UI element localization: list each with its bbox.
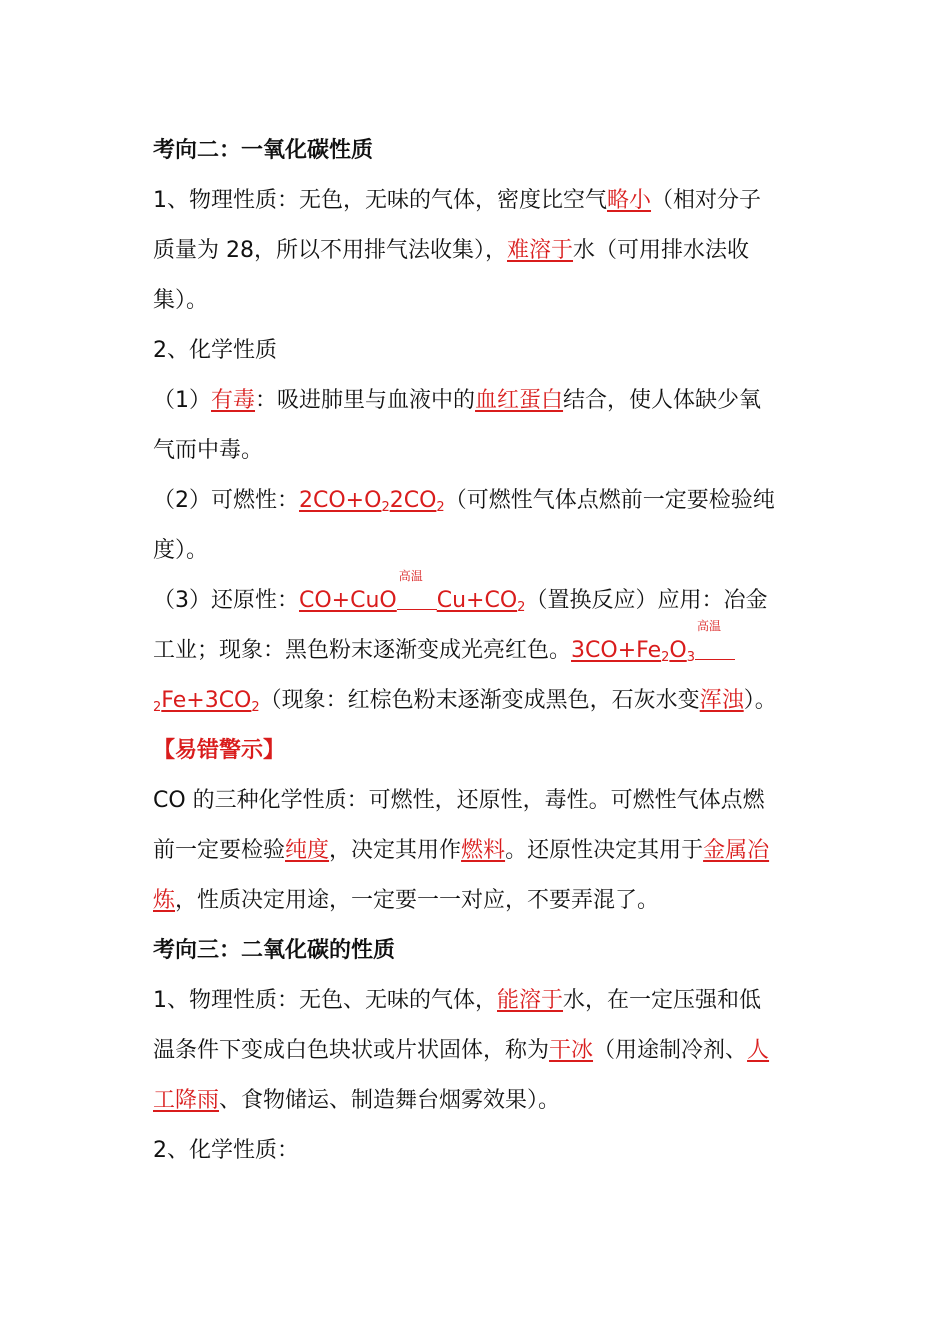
text: ，决定其用作 xyxy=(329,838,462,863)
co-chemical-heading: 2、化学性质 xyxy=(153,338,277,363)
text: 前一定要检验 xyxy=(153,838,286,863)
text: 、食物储运、制造舞台烟雾效果）。 xyxy=(219,1088,561,1113)
highlight-keyword: 工降雨 xyxy=(153,1088,220,1113)
text: （可燃性气体点燃前一定要检验纯 xyxy=(444,488,775,513)
highlight-keyword: 燃料 xyxy=(461,838,506,863)
text: 水，在一定压强和低 xyxy=(563,988,762,1013)
highlight-keyword: 干冰 xyxy=(549,1038,594,1063)
co-combustion-line-1 xyxy=(153,476,801,526)
co-reduction-line-3 xyxy=(153,676,801,726)
text: 1、物理性质：无色、无味的气体， xyxy=(153,988,497,1013)
warning-line-2 xyxy=(153,826,801,876)
highlight-keyword: 有毒 xyxy=(211,388,256,413)
co2-physical-line-1 xyxy=(153,976,801,1026)
warning-line-1: CO 的三种化学性质：可燃性，还原性，毒性。可燃性气体点燃 xyxy=(153,788,765,813)
highlight-keyword: 人 xyxy=(747,1038,770,1063)
co-reduction-line-2 xyxy=(153,619,801,676)
co-physical-line-2 xyxy=(153,226,801,276)
text: ，性质决定用途，一定要一一对应，不要弄混了。 xyxy=(175,888,660,913)
co-combustion-line-2: 度）。 xyxy=(153,538,209,563)
combustion-equation: $2CO+O_22CO_2$ xyxy=(299,488,445,515)
highlight-keyword: 血红蛋白 xyxy=(475,388,564,413)
text: ）。 xyxy=(743,688,777,713)
reduction-equation-cuo-product: $Cu+CO_2$ xyxy=(436,588,526,615)
document-content xyxy=(153,126,801,1176)
text: 水（可用排水法收 xyxy=(573,238,750,263)
text: 质量为 28，所以不用排气法收集）， xyxy=(153,238,507,263)
warning-line-3 xyxy=(153,876,801,926)
reduction-equation-cuo: CO+CuO xyxy=(299,588,397,613)
highlight-keyword: 纯度 xyxy=(285,838,330,863)
highlight-keyword: 浑浊 xyxy=(699,688,744,713)
text: 温条件下变成白色块状或片状固体，称为 xyxy=(153,1038,550,1063)
co2-chemical-heading: 2、化学性质： xyxy=(153,1138,299,1163)
highlight-keyword: 能溶于 xyxy=(497,988,564,1013)
text: （置换反应）应用：冶金 xyxy=(525,588,768,613)
reaction-condition: 高温 xyxy=(397,585,437,607)
co-toxic-line-2: 气而中毒。 xyxy=(153,438,264,463)
text: （相对分子 xyxy=(651,188,762,213)
co2-physical-line-2 xyxy=(153,1026,801,1076)
text: （2）可燃性： xyxy=(153,488,299,513)
highlight-keyword: 炼 xyxy=(153,888,176,913)
text: （1） xyxy=(153,388,211,413)
warning-heading: 【易错警示】 xyxy=(153,738,286,763)
co-physical-line-1 xyxy=(153,176,801,226)
reduction-equation-fe2o3: $3CO+Fe_2O_3$ xyxy=(571,638,696,665)
text: （3）还原性： xyxy=(153,588,299,613)
text: （现象：红棕色粉末逐渐变成黑色，石灰水变 xyxy=(259,688,700,713)
text: 结合，使人体缺少氧 xyxy=(563,388,762,413)
text: 工业；现象：黑色粉末逐渐变成光亮红色。 xyxy=(153,638,572,663)
highlight-keyword: 难溶于 xyxy=(507,238,574,263)
text: 。还原性决定其用于 xyxy=(505,838,704,863)
section-heading-co2: 考向三：二氧化碳的性质 xyxy=(153,938,396,963)
text: 1、物理性质：无色，无味的气体，密度比空气 xyxy=(153,188,607,213)
reduction-equation-fe2o3-product: $_2Fe+3CO_2$ xyxy=(153,688,260,715)
text: （用途制冷剂、 xyxy=(593,1038,748,1063)
reaction-condition: 高温 xyxy=(695,635,735,657)
highlight-keyword: 金属冶 xyxy=(703,838,770,863)
highlight-keyword: 略小 xyxy=(607,188,652,213)
co2-physical-line-3 xyxy=(153,1076,801,1126)
co-toxic-line-1 xyxy=(153,376,801,426)
text: ：吸进肺里与血液中的 xyxy=(255,388,476,413)
co-physical-line-3: 集）。 xyxy=(153,288,209,313)
section-heading-co: 考向二：一氧化碳性质 xyxy=(153,138,374,163)
